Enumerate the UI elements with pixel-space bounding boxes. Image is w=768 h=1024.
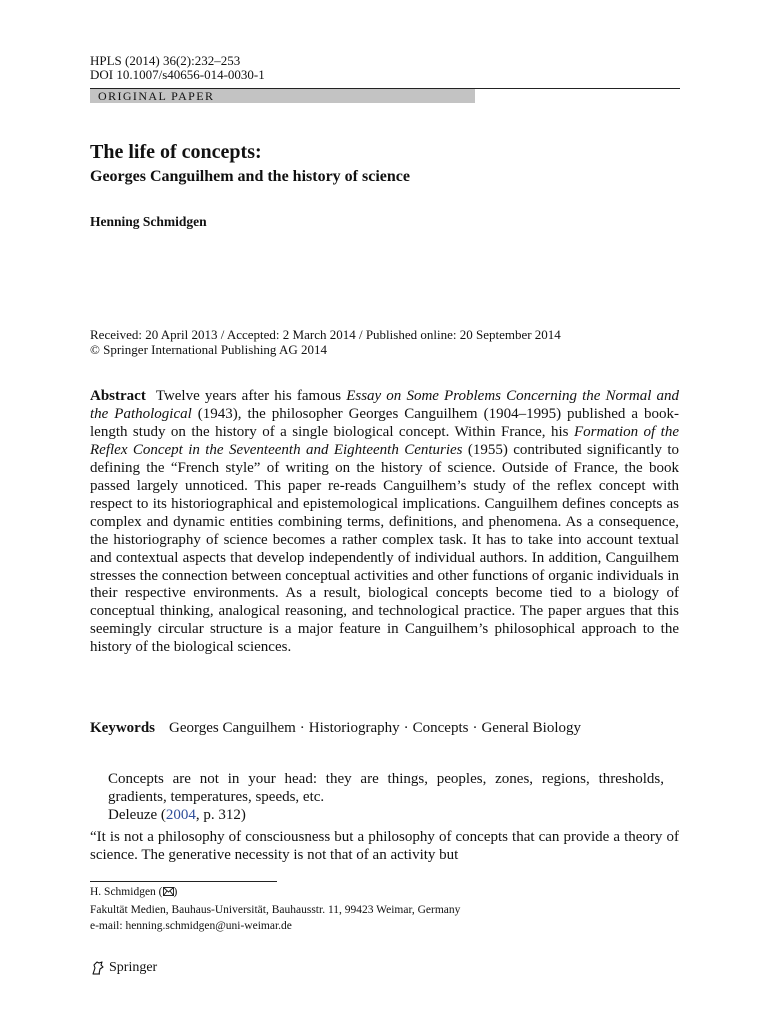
keyword-separator: · xyxy=(299,720,305,736)
keyword-item: General Biology xyxy=(481,720,582,736)
abstract-book-title-1: Essay on Some Problems Concerning the Normal and the Pathological xyxy=(90,388,679,422)
abstract xyxy=(90,388,679,657)
keyword-item: Historiography xyxy=(308,720,400,736)
keyword-separator: · xyxy=(472,720,478,736)
dates-line: Received: 20 April 2013 / Accepted: 2 March 2014 / Published online: 20 September 2014 xyxy=(90,327,561,342)
keyword-separator: · xyxy=(403,720,409,736)
epigraph-text: Concepts are not in your head: they are things, peoples, zones, regions, thresholds, gradients, temperatures, speeds, etc. xyxy=(108,771,664,805)
publisher-logo xyxy=(90,959,157,977)
section-label: ORIGINAL PAPER xyxy=(98,89,215,103)
citation-link[interactable]: 2004 xyxy=(165,807,196,823)
springer-horse-icon xyxy=(90,960,106,976)
footnote-affiliation: Fakultät Medien, Bauhaus-Universität, Bauhausstr. 11, 99423 Weimar, Germany xyxy=(90,904,461,916)
paper-title: The life of concepts: xyxy=(90,141,262,163)
abstract-book-title-2: Formation of the Reflex Concept in the Seventeenth and Eighteenth Centuries xyxy=(90,423,679,458)
section-banner xyxy=(90,88,680,103)
doi-line: DOI 10.1007/s40656-014-0030-1 xyxy=(90,67,265,82)
journal-citation: HPLS (2014) 36(2):232–253 xyxy=(90,53,241,68)
abstract-text-2: (1943), the philosopher Georges Canguilhem (1904–1995) published a book-length study on the history of a single biological concept. Within France, his xyxy=(90,405,679,440)
keyword-item: Concepts xyxy=(412,720,469,736)
abstract-label: Abstract xyxy=(90,388,146,404)
footnote-divider xyxy=(90,881,277,882)
keywords xyxy=(90,719,581,737)
abstract-text-3: (1955) contributed significantly to defining the “French style” of writing on the history of science. Outside of France, the book passed largely unnoticed. This paper re-reads Canguilhem’s study of the reflex concept with respect to its historiographical and epistemological implications. Canguilhem defines concepts as complex and dynamic entities combining terms, definitions, and phenomena. As a consequence, the historiography of science becomes a rather complex task. It has to take into account textual and contextual aspects that develop independently of individual authors. In addition, Canguilhem stresses the connection between conceptual activities and other functions of organic individuals in their respective environments. As a result, biological concepts become tied to a biology of conceptual thinking, analogical reasoning, and technological practice. The paper argues that this seemingly circular structure is a major feature in Canguilhem’s philosophical approach to the history of the biological sciences. xyxy=(90,441,679,656)
keyword-item: Georges Canguilhem xyxy=(169,720,296,736)
footnote-email: e-mail: henning.schmidgen@uni-weimar.de xyxy=(90,920,292,932)
envelope-icon xyxy=(163,887,174,896)
copyright-line: © Springer International Publishing AG 2014 xyxy=(90,342,327,357)
footnote-author xyxy=(90,885,177,899)
keywords-label: Keywords xyxy=(90,720,155,736)
epigraph-author: Deleuze ( xyxy=(108,807,166,823)
abstract-text-1: Twelve years after his famous xyxy=(155,388,347,404)
author-name: Henning Schmidgen xyxy=(90,214,207,229)
paper-subtitle: Georges Canguilhem and the history of science xyxy=(90,168,410,185)
epigraph-page: , p. 312) xyxy=(195,807,246,823)
epigraph-source xyxy=(108,806,246,824)
footnote-author-name: H. Schmidgen ( xyxy=(90,886,163,898)
footnote-author-close: ) xyxy=(173,886,178,898)
body-paragraph: “It is not a philosophy of consciousness but a philosophy of concepts that can provide a theory of science. The generative necessity is not that of an activity but xyxy=(90,829,679,863)
publisher-name: Springer xyxy=(109,960,158,975)
